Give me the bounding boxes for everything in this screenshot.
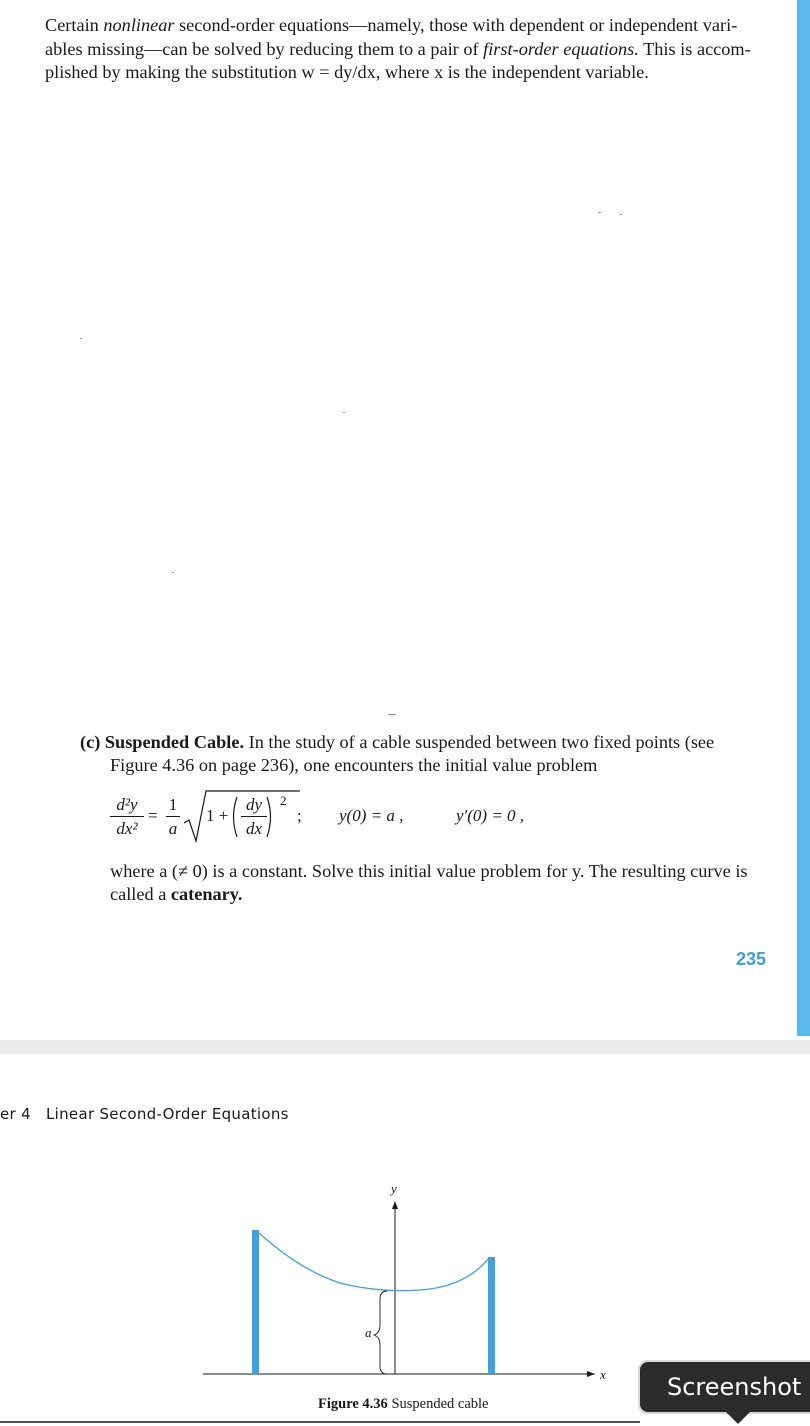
y-axis-arrow-icon	[392, 1201, 398, 1209]
deriv-numerator: dy	[245, 795, 263, 814]
figure-caption: Figure 4.36 Suspended cable	[318, 1396, 489, 1412]
screenshot-button[interactable]: Screenshot	[638, 1360, 810, 1414]
lhs-denominator: dx²	[116, 819, 138, 838]
exponent-two: 2	[280, 793, 287, 808]
coefficient-fraction	[166, 795, 180, 839]
scan-speck	[172, 572, 174, 573]
coef-denominator: a	[168, 819, 178, 838]
chapter-title: Linear Second-Order Equations	[46, 1105, 289, 1123]
page-number: 235	[736, 949, 767, 969]
x-axis-arrow-icon	[587, 1371, 595, 1377]
where-line-2: called a catenary.	[110, 884, 243, 904]
deriv-denominator: dx	[245, 819, 263, 838]
catenary-equation	[110, 789, 610, 849]
page-bottom-rule	[0, 1421, 640, 1423]
second-derivative-fraction	[110, 795, 144, 839]
semicolon: ;	[297, 806, 302, 825]
problem-line-2: Figure 4.36 on page 236), one encounters the initial value problem	[110, 755, 598, 775]
intro-line-2: ables missing—can be solved by reducing them to a pair of first-order equations. This is accom-	[45, 38, 751, 59]
where-paragraph	[110, 860, 770, 906]
x-axis-label: x	[600, 1367, 606, 1382]
scan-speck	[620, 214, 622, 215]
coef-numerator: 1	[168, 795, 178, 814]
one-plus: 1 +	[206, 806, 229, 825]
scan-speck	[598, 212, 601, 213]
intro-paragraph	[45, 14, 773, 85]
a-label: a	[365, 1325, 372, 1340]
scan-speck	[80, 338, 82, 339]
initial-condition-2: y′(0) = 0 ,	[456, 806, 525, 825]
problem-c	[80, 731, 770, 775]
lhs-numerator: d²y	[116, 795, 138, 814]
intro-line-3: plished by making the substitution w = dy/dx, where x is the independent variable.	[45, 62, 649, 82]
height-brace	[374, 1291, 387, 1374]
page-edge-accent	[797, 0, 810, 1036]
scan-speck	[388, 714, 396, 715]
y-axis-label: y	[391, 1181, 397, 1196]
where-line-1: where a (≠ 0) is a constant. Solve this initial value problem for y. The resulting curve is	[110, 861, 748, 881]
equals-sign: =	[148, 806, 158, 825]
catenary-cable	[259, 1233, 488, 1291]
page-gap	[0, 1040, 810, 1054]
suspended-cable-figure	[190, 1175, 620, 1390]
initial-condition-1: y(0) = a ,	[339, 806, 404, 825]
problem-line-1: (c) Suspended Cable. In the study of a cable suspended between two fixed points (see	[80, 732, 715, 752]
intro-line-1: Certain nonlinear second-order equations—namely, those with dependent or independent vari-	[45, 15, 738, 35]
first-derivative-fraction	[241, 795, 267, 839]
left-pole	[252, 1230, 259, 1374]
running-header	[0, 1105, 289, 1123]
scan-speck	[343, 412, 345, 413]
chapter-number: er 4	[0, 1105, 31, 1123]
screenshot-button-pointer	[724, 1410, 752, 1424]
right-pole	[488, 1257, 495, 1374]
